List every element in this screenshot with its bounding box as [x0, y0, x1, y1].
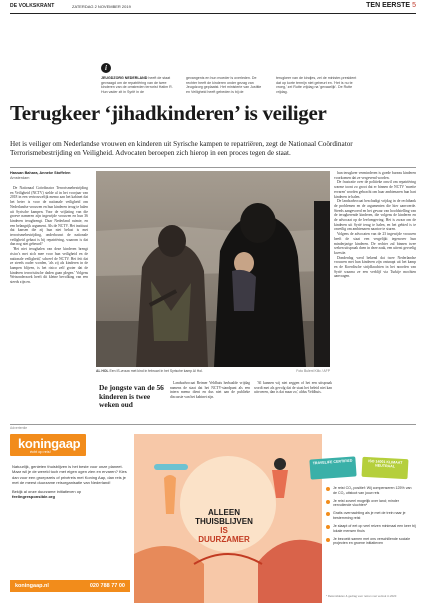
advertisement[interactable]	[10, 434, 416, 603]
list-item: Je reist zoveel mogelijk over land; minder vervuilende vluchten*	[326, 499, 416, 508]
ad-cta-text: Bekijk al onze duurzame initiatieven op	[12, 488, 82, 494]
ad-slogan-line-1: ALLEEN THUISBLIJVEN	[195, 508, 253, 526]
byline	[10, 171, 88, 181]
ad-benefits-list	[326, 486, 416, 549]
ad-body	[12, 464, 130, 502]
certification-badge: TRAVELIFE CERTIFIED	[309, 456, 356, 479]
paragraph: De Nationaal Coördinator Terrorismebestrijding en Veiligheid (NCTV) stelde al in het voorjaar van 2018 in een vertrouwelijk memo aan het kabinet dat het beter is voor de nationale veiligheid om Nederlandse vrouwen en hun kinderen terug te halen uit Syrische kampen. Voor de vrijlating van die groeve nameren zijn ingewijde vrouwen en hun 36 kinderen terugbrengt. Daar Nederland ruimte, en een belangrijk argument. Als de NCTV. Het instituut dat kansen die zij hun niet belast is met terrorismebestrijding, onderbouwt de nationale veiligheid gebaat is bij repatriëring, waarom is dat dan nog niet gebeurd?	[10, 186, 88, 247]
ad-slogan-line-2: IS DUURZAMER	[198, 526, 250, 544]
ad-label: Advertentie	[10, 426, 28, 430]
ad-slogan	[194, 508, 254, 544]
paragraph: Landsadvocaat Reimer Veldhuis herhaalde vrijdag namens de staat dat het NCTV-standpunt als een intern memo dient en dus niet aan de publieke discussie van het kabinet zijn.	[170, 381, 250, 400]
ad-footnote: * Reismiddelen & gedrag voor reizen met vertrek in 2020	[326, 594, 397, 598]
article-photo	[96, 171, 330, 367]
ad-contact-bar[interactable]	[10, 580, 130, 592]
article-lede: Het is veiliger om Nederlandse vrouwen en kinderen uit Syrische kampen te repatriëren, zegt de Nationaal Coördinator Terrorismebestrijding en Veiligheid. Advocaten beroepen zich hierop in een proces tegen de staat.	[10, 140, 353, 157]
article-column-left	[10, 186, 88, 414]
page-number: 5	[412, 2, 416, 9]
paragraph: De landsadvocaat beschadigt vrijdag in de rechtbank de problemen en de argumenten die hier aanvoerde. Steeds aangevoerd en het gevaar van hoofdstelling van de terugkerende kinderen, die volgens de kinderen en de advocaat op de leefomgeving. Het is zwaar om de kinderen uit Syrië terug te halen, en het gebied is te onveilig om ambtenaren naartoe te sturen.	[334, 199, 416, 232]
section-header	[366, 2, 416, 9]
paragraph: 'Al kunnen wij niet zeggen of het een uitspraak wordt met als gevolg dat de staat het beleid niet kan uitvoeren, dan is dat maar zo,' aldus Veldhuis.	[254, 381, 332, 395]
ad-logo-box	[10, 434, 86, 456]
paragraph: 'Het niet terughalen van deze kinderen brengt risico's met zich mee voor hun veiligheid en de nationale veiligheid,' schreef de NCTV. Het feit dat ze steeds ouder worden, 'als zij als kinderen in de kampen blijven, is het risico zelf groter dat de kinderen terroristische daden gaan plegen.' Volgens Wetsonderzoek heeft dit kleine bevolking van een steeds zijn en.	[10, 247, 88, 285]
paragraph: Volgens de advocaten van de 23 ingewijde vrouwen heeft de staat een vergelijkt tegenover hun minderjarige kinderen. De rechter zal binnen twee weken uitspraak doen in deze zaak, een uiterst gevoelig kwestie.	[334, 232, 416, 255]
section-name: TEN EERSTE	[366, 2, 411, 9]
dateline: Amsterdam	[10, 176, 30, 180]
photo-illustration	[96, 171, 330, 367]
ad-logo: koningaap	[18, 436, 81, 451]
paragraph: De frustratie over de politieke onwil om repatriëring warme toont zo groot dat er binnen de NCTV 'moeite ervaren' worden gebracht om haar ambtenaren hun hart kinderen te halen.	[334, 180, 416, 199]
lede-rule	[10, 167, 416, 168]
caption-text: Een IS-vrouw met kind in februari in het Syrische kamp Al Hol.	[109, 369, 203, 373]
list-item: Gratis overnachting als je met de trein naar je bestemming reist	[326, 511, 416, 520]
intro-text-1: heeft de staat gevraagd om de repatriëring van de twee kinderen van de omstreden terrorist Hatim R. Hun vader zit in Syrië in de	[101, 76, 173, 94]
ad-cta-link[interactable]: feelingresponsible.org	[12, 494, 55, 500]
ad-rule	[10, 424, 416, 425]
ad-logo-tagline: écht op reis!	[30, 450, 51, 454]
ad-phone[interactable]: 020 788 77 00	[89, 583, 125, 589]
list-item: Je bezoekt samen met ons verschillende sociale projecten en groene initiatieven	[326, 537, 416, 546]
ad-url[interactable]: koningaap.nl	[15, 583, 49, 589]
newspaper-brand: DE VOLKSKRANT	[10, 3, 55, 9]
ad-paragraph: Natuurlijk, genieten thuisblijven is het beste voor onze planeet. Maar wil je de wereld toch met eigen ogen zien en ervaren? Kies dan voor een groepsreis of privéreis met Koning Aap, dan reis je met de meest duurzame reisorganisatie van Nederland!	[12, 464, 127, 486]
masthead-rule	[10, 13, 416, 14]
paragraph: hun terugkeer verminderen is goede bureau kinderen voorkomen dat ze vergevend worden.	[334, 171, 416, 180]
info-icon: i	[101, 63, 111, 73]
article-column-bottom-2	[254, 381, 332, 419]
article-headline: Terugkeer ‘jihadkinderen’ is veiliger	[10, 101, 327, 125]
caption-place: AL HOL	[96, 369, 109, 373]
photo-caption	[96, 369, 330, 373]
intro-label: JEUGDZORG NEDERLAND	[101, 76, 148, 80]
intro-col-2: gevangenis en hun moeder is overleden. De rechter heeft de kinderen onder gezag van Jeugdzorg geplaatst. Het ministerie van Justitie en Veiligheid heeft gebeden is bij de	[186, 76, 262, 94]
ad-paragraph	[12, 489, 130, 500]
author-names: Hassan Bahara, Anneke Stoffelen	[10, 171, 71, 175]
photo-credit: Foto Bulent Kilic / AFP	[296, 369, 330, 373]
masthead	[10, 3, 416, 12]
climate-badge: ISO 14001 KLIMAAT NEUTRAAL	[362, 457, 409, 479]
list-item: Je reist CO₂ positief: Wij compenseren 125% van de CO₂ uitstoot van jouw reis	[326, 486, 416, 495]
intro-col-3: terugkeer van de kindjes, zei de minister-president dat op korte termijn niet gebeurt en. 'Het is nu te vroeg,' zei Rutte vrijdag na 'gevaarlijk'. De Rutte vrijdag.	[276, 76, 357, 94]
article-column-right	[334, 171, 416, 416]
issue-date: ZATERDAG 2 NOVEMBER 2019	[72, 3, 131, 9]
article-column-bottom-1	[170, 381, 250, 419]
intro-col-1	[101, 76, 179, 94]
list-item: Je slaapt of eet op veel reizen minimaal een keer bij lokale mensen thuis	[326, 524, 416, 533]
paragraph: Donderdag werd bekend dat twee Nederlandse vrouwen met hun kinderen zijn ontsnapt uit het kamp en de Koerdische strijdkrachten in het noorden van Syrië waarna ze een verblijf via Turkije mochten aanvragen.	[334, 255, 416, 279]
ad-illustration	[134, 434, 322, 603]
pull-quote: De jongste van de 56 kinderen is twee weken oud	[99, 383, 164, 410]
